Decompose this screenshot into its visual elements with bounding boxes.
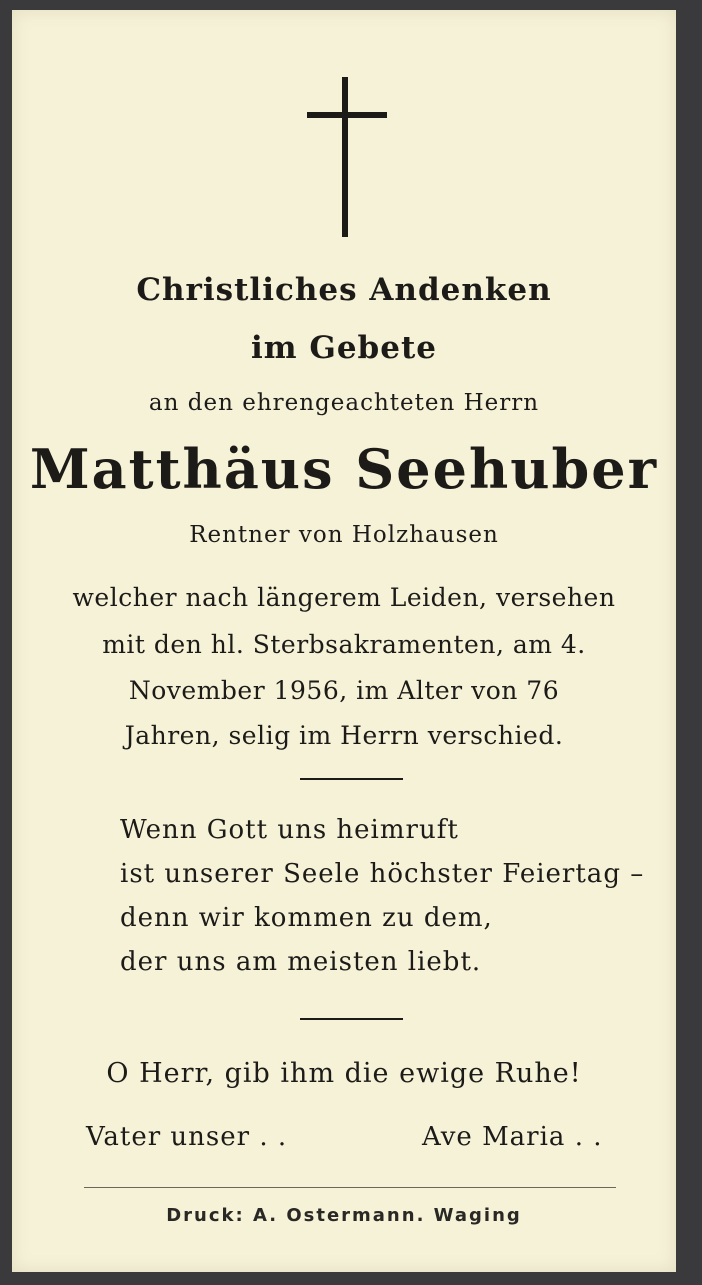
verse-line-4: der uns am meisten liebt.	[120, 947, 482, 977]
heading-line-1: Christliches Andenken	[136, 272, 552, 308]
body-line-1: welcher nach längerem Leiden, versehen	[72, 583, 616, 612]
closing-left: Vater unser . .	[86, 1122, 288, 1152]
printer-rule	[84, 1187, 616, 1188]
deceased-name: Matthäus Seehuber	[29, 437, 659, 501]
divider-top	[300, 778, 403, 780]
occupation-line: Rentner von Holzhausen	[189, 522, 499, 548]
dedication-line: an den ehrengeachteten Herrn	[148, 390, 540, 416]
body-line-2: mit den hl. Sterbsakramenten, am 4.	[102, 630, 586, 659]
verse-line-1: Wenn Gott uns heimruft	[120, 815, 459, 845]
prayer-line: O Herr, gib ihm die ewige Ruhe!	[106, 1058, 582, 1089]
cross-icon	[12, 10, 676, 250]
body-line-3: November 1956, im Alter von 76	[128, 676, 560, 705]
verse-line-3: denn wir kommen zu dem,	[120, 903, 493, 933]
body-line-4: Jahren, selig im Herrn verschied.	[124, 721, 564, 750]
memorial-card	[12, 10, 676, 1272]
divider-bottom	[300, 1018, 403, 1020]
verse-line-2: ist unserer Seele höchster Feiertag –	[120, 859, 645, 889]
heading-line-2: im Gebete	[250, 330, 437, 366]
printer-credit: Druck: A. Ostermann. Waging	[166, 1205, 522, 1226]
closing-right: Ave Maria . .	[422, 1122, 603, 1152]
